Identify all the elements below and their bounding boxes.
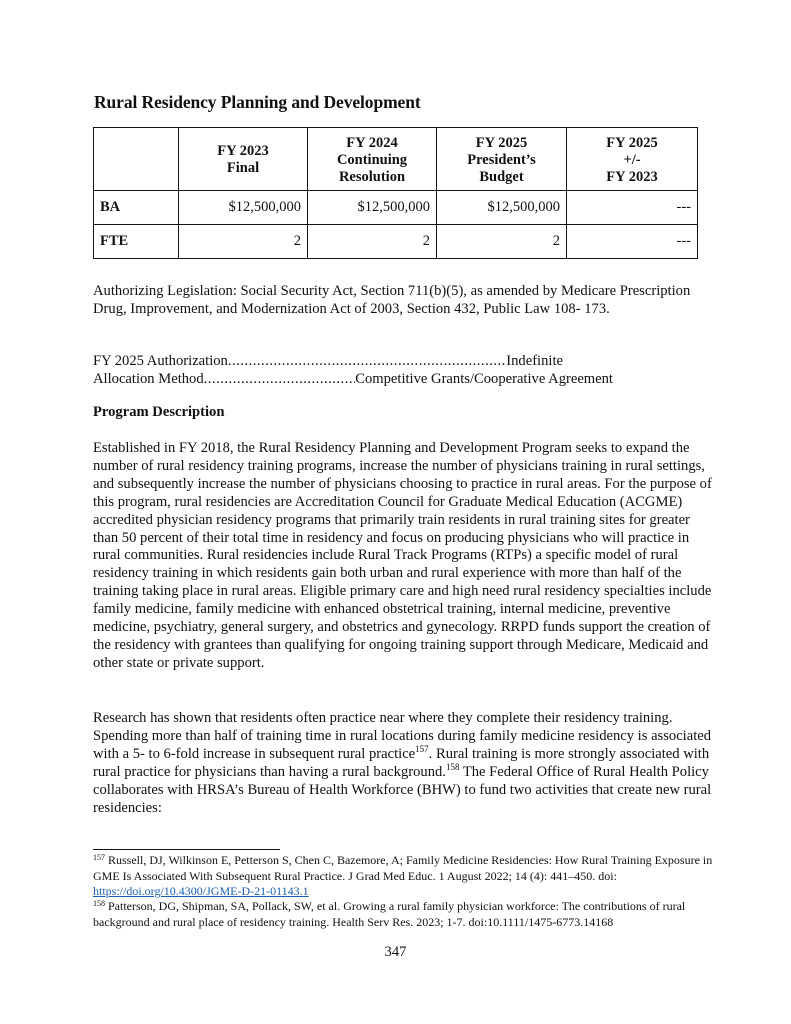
footnote-number: 157 <box>93 853 105 862</box>
section-title: Rural Residency Planning and Development <box>94 92 421 112</box>
header-line: Final <box>226 160 260 176</box>
header-line: FY 2023 <box>217 143 269 159</box>
authorizing-legislation: Authorizing Legislation: Social Security Act, Section 711(b)(5), as amended by Medicare Prescription Drug, Improvement, and Modernization Act of 2003, Section 432, Public Law 108- 173. <box>93 283 691 317</box>
header-line: Resolution <box>338 168 406 185</box>
footnote-text: Russell, DJ, Wilkinson E, Petterson S, Chen C, Bazemore, A; Family Medicine Residencies: How Rural Training Exposure in GME Is Associated With Subsequent Rural Practice. J Grad Med Educ. 1 August 2022; 14 (4): 441–450. doi: <box>93 853 713 883</box>
header-line: FY 2025 <box>606 134 658 151</box>
table-cell: $12,500,000 <box>437 191 567 225</box>
table-cell: $12,500,000 <box>308 191 437 225</box>
footnote-157 <box>93 853 713 900</box>
paragraph-text: The Federal Office of Rural Health Policy collaborates with HRSA’s Bureau of Health Workforce (BHW) to fund two activities that create new rural residencies: <box>93 763 712 816</box>
table-cell: $12,500,000 <box>179 191 308 225</box>
table-cell: 2 <box>179 225 308 259</box>
footnote-text: Patterson, DG, Shipman, SA, Pollack, SW, et al. Growing a rural family physician workforce: The contributions of rural background and rural place of residency training. Health Serv Res. 2023; 1-7. doi:10.1111/1475-6773.14168 <box>93 899 686 929</box>
paragraph-text: . Rural training is more strongly associated with rural practice for physicians than having a rural background. <box>93 745 710 780</box>
footnote-ref-158[interactable]: 158 <box>445 761 460 772</box>
table-cell: --- <box>567 191 698 225</box>
allocation-label: Allocation Method <box>93 371 204 387</box>
header-line: FY 2024 <box>346 134 398 151</box>
paragraph-text: Research has shown that residents often practice near where they complete their residency training. Spending more than half of training time in rural locations during family medicine residency is associated with a 5- to 6-fold increase in subsequent rural practice <box>93 710 712 762</box>
authorization-value: Indefinite <box>506 353 563 369</box>
budget-table <box>93 127 698 259</box>
row-label: FTE <box>94 225 179 259</box>
header-cell-fy2025-pb <box>437 128 567 191</box>
authorization-label: FY 2025 Authorization <box>93 353 228 369</box>
allocation-line <box>93 371 613 389</box>
row-label: BA <box>94 191 179 225</box>
dot-leader <box>204 371 356 389</box>
header-cell-fy2024-cr <box>308 128 437 191</box>
dot-leader <box>228 353 506 371</box>
header-line: Budget <box>479 168 524 185</box>
footnote-separator <box>93 849 280 850</box>
page-number: 347 <box>384 944 407 960</box>
header-line: Continuing <box>336 151 408 168</box>
header-line: FY 2023 <box>606 168 658 185</box>
header-cell-empty <box>94 128 179 191</box>
header-line: +/- <box>623 151 641 168</box>
program-description-paragraph: Established in FY 2018, the Rural Residency Planning and Development Program seeks to expand the number of rural residency training programs, increase the number of physicians training in rural settings, and subsequently increase the number of physicians choosing to practice in rural areas. For the purpose of this program, rural residencies are Accreditation Council for Graduate Medical Education (ACGME) accredited physician residency programs that primarily train residents in rural training sites for greater than 50 percent of their total time in residency and focus on producing physicians who will practice in rural communities. Rural residencies include Rural Track Programs (RTPs) a specific model of rural residency training in which residents gain both urban and rural experience with more than half of the training taking place in rural areas. Eligible primary care and high need rural residency specialties include family medicine, family medicine with enhanced obstetrical training, internal medicine, preventive medicine, psychiatry, general surgery, and obstetrics and gynecology. RRPD funds support the creation of the residency with grantees than qualifying for ongoing training support through Medicare, Medicaid and other state or private support. <box>93 440 712 671</box>
table-cell: 2 <box>437 225 567 259</box>
table-row-fte <box>94 225 698 259</box>
header-line: FY 2025 <box>475 134 528 151</box>
header-cell-fy2023-final <box>179 128 308 191</box>
doi-link[interactable]: https://doi.org/10.4300/JGME-D-21-01143.1 <box>93 884 309 899</box>
table-header-row <box>94 128 698 191</box>
header-line: President’s <box>467 151 536 168</box>
program-description-heading: Program Description <box>93 404 225 420</box>
footnote-158 <box>93 899 713 930</box>
authorization-line <box>93 353 563 371</box>
allocation-value: Competitive Grants/Cooperative Agreement <box>355 371 613 387</box>
table-cell: --- <box>567 225 698 259</box>
table-row-ba <box>94 191 698 225</box>
table-cell: 2 <box>308 225 437 259</box>
research-paragraph <box>93 710 713 817</box>
header-cell-fy2025-vs-fy2023 <box>567 128 698 191</box>
footnote-ref-157[interactable]: 157 <box>415 743 429 754</box>
footnote-number: 158 <box>93 899 105 908</box>
